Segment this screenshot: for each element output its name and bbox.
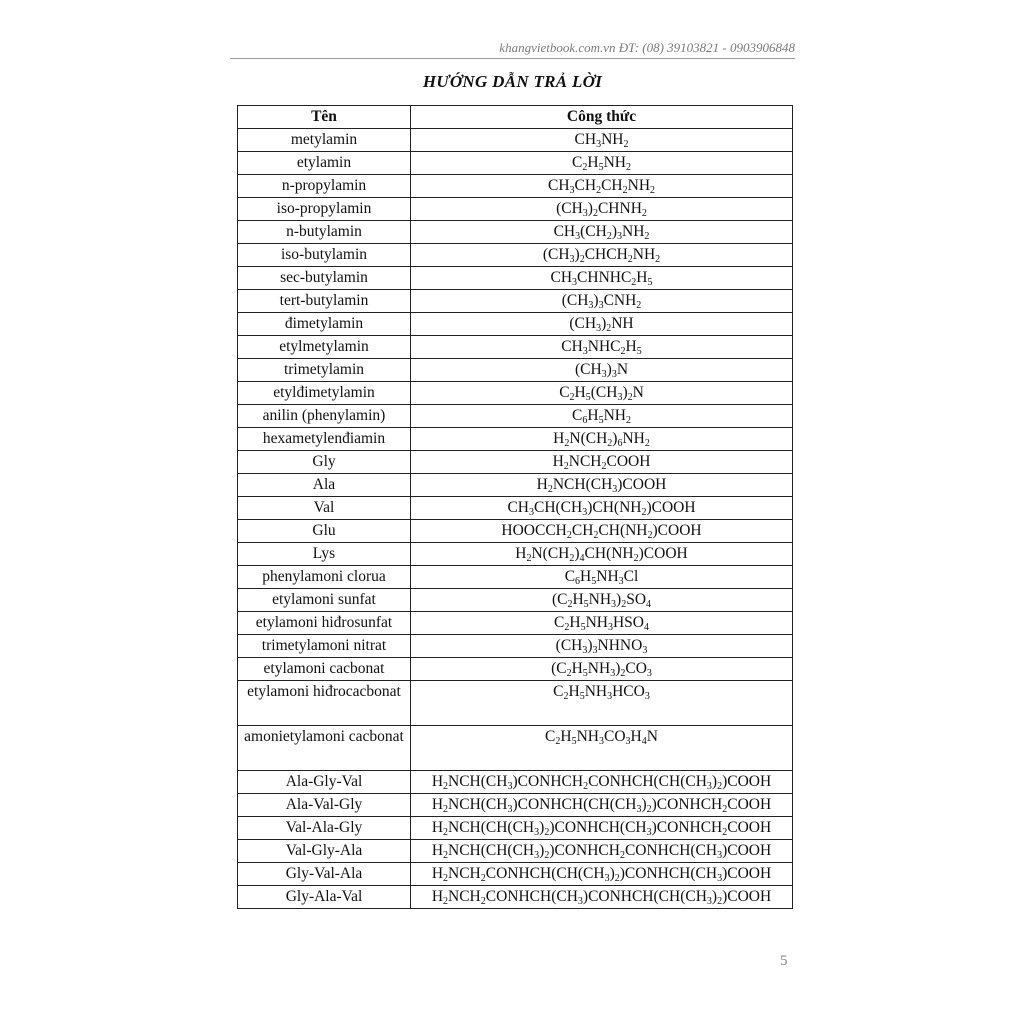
compound-formula: $(CH_3)_3NHNO_3$ — [411, 635, 793, 658]
table-row — [238, 405, 793, 428]
compound-formula: $CH_3CH(CH_3)CH(NH_2)COOH$ — [411, 497, 793, 520]
page-number: 5 — [780, 953, 788, 969]
compound-name: anilin (phenylamin) — [238, 405, 411, 428]
table-row — [238, 635, 793, 658]
compound-formula: $(CH_3)_2CHNH_2$ — [411, 198, 793, 221]
table-row — [238, 863, 793, 886]
compound-formula: $(CH_3)_2CHCH_2NH_2$ — [411, 244, 793, 267]
compound-formula: $(C_2H_5NH_3)_2CO_3$ — [411, 658, 793, 681]
compound-formula: $C_6H_5NH_2$ — [411, 405, 793, 428]
compound-name: etylamin — [238, 152, 411, 175]
compound-formula: $(CH_3)_3N$ — [411, 359, 793, 382]
compound-name: n-propylamin — [238, 175, 411, 198]
compound-name: Gly-Val-Ala — [238, 863, 411, 886]
table-row — [238, 382, 793, 405]
compound-formula: $H_2N(CH_2)_6NH_2$ — [411, 428, 793, 451]
table-row — [238, 817, 793, 840]
table-row — [238, 543, 793, 566]
table-row — [238, 428, 793, 451]
compound-name: Gly — [238, 451, 411, 474]
table-header-row — [238, 106, 793, 129]
compound-formula: $H_2NCH(CH(CH_3)_2)CONHCH(CH_3)CONHCH_2COOH$ — [411, 817, 793, 840]
compound-formula: $H_2N(CH_2)_4CH(NH_2)COOH$ — [411, 543, 793, 566]
table-row — [238, 497, 793, 520]
compound-name: Glu — [238, 520, 411, 543]
compound-name: etylmetylamin — [238, 336, 411, 359]
header-divider — [230, 58, 795, 59]
table-row — [238, 267, 793, 290]
compound-formula: $C_2H_5NH_3CO_3H_4N$ — [411, 726, 793, 771]
table-row — [238, 474, 793, 497]
compound-name: etylamoni sunfat — [238, 589, 411, 612]
compound-formula: $H_2NCH(CH_3)CONHCH(CH(CH_3)_2)CONHCH_2COOH$ — [411, 794, 793, 817]
compound-name: Lys — [238, 543, 411, 566]
table-row — [238, 451, 793, 474]
compound-formula: $(C_2H_5NH_3)_2SO_4$ — [411, 589, 793, 612]
table-row — [238, 840, 793, 863]
table-row — [238, 726, 793, 771]
table-row — [238, 771, 793, 794]
table-row — [238, 794, 793, 817]
table-row — [238, 658, 793, 681]
compound-name: Ala-Gly-Val — [238, 771, 411, 794]
compound-name: sec-butylamin — [238, 267, 411, 290]
table-row — [238, 359, 793, 382]
compound-formula: $H_2NCH(CH(CH_3)_2)CONHCH_2CONHCH(CH_3)COOH$ — [411, 840, 793, 863]
compound-formula: $C_6H_5NH_3Cl$ — [411, 566, 793, 589]
compound-name: etylamoni cacbonat — [238, 658, 411, 681]
compound-formula: $(CH_3)_2NH$ — [411, 313, 793, 336]
compound-name: iso-butylamin — [238, 244, 411, 267]
compound-name: etylđimetylamin — [238, 382, 411, 405]
table-row — [238, 313, 793, 336]
compound-formula: $H_2NCH_2CONHCH(CH(CH_3)_2)CONHCH(CH_3)COOH$ — [411, 863, 793, 886]
compound-name: Val-Ala-Gly — [238, 817, 411, 840]
amine-formula-table — [237, 105, 793, 909]
compound-name: etylamoni hiđrosunfat — [238, 612, 411, 635]
compound-name: iso-propylamin — [238, 198, 411, 221]
compound-formula: $C_2H_5NH_3HCO_3$ — [411, 681, 793, 726]
compound-formula: $CH_3NH_2$ — [411, 129, 793, 152]
table-row — [238, 886, 793, 909]
compound-name: Ala — [238, 474, 411, 497]
compound-formula: $H_2NCH_2COOH$ — [411, 451, 793, 474]
table-row — [238, 589, 793, 612]
table-row — [238, 152, 793, 175]
column-header-name: Tên — [238, 106, 411, 129]
table-row — [238, 520, 793, 543]
compound-name: phenylamoni clorua — [238, 566, 411, 589]
compound-name: Ala-Val-Gly — [238, 794, 411, 817]
compound-name: Val — [238, 497, 411, 520]
compound-formula: $(CH_3)_3CNH_2$ — [411, 290, 793, 313]
compound-name: Gly-Ala-Val — [238, 886, 411, 909]
compound-name: tert-butylamin — [238, 290, 411, 313]
table-row — [238, 336, 793, 359]
page-title: HƯỚNG DẪN TRẢ LỜI — [422, 72, 603, 91]
compound-formula: $CH_3(CH_2)_3NH_2$ — [411, 221, 793, 244]
compound-formula: $C_2H_5(CH_3)_2N$ — [411, 382, 793, 405]
compound-name: etylamoni hiđrocacbonat — [238, 681, 411, 726]
compound-name: trimetylamin — [238, 359, 411, 382]
column-header-formula: Công thức — [411, 106, 793, 129]
compound-formula: $CH_3NHC_2H_5$ — [411, 336, 793, 359]
table-row — [238, 129, 793, 152]
table-row — [238, 612, 793, 635]
compound-name: n-butylamin — [238, 221, 411, 244]
compound-formula: $H_2NCH(CH_3)CONHCH_2CONHCH(CH(CH_3)_2)COOH$ — [411, 771, 793, 794]
table-row — [238, 244, 793, 267]
table-row — [238, 198, 793, 221]
table-row — [238, 175, 793, 198]
table-row — [238, 566, 793, 589]
compound-formula: $H_2NCH_2CONHCH(CH_3)CONHCH(CH(CH_3)_2)COOH$ — [411, 886, 793, 909]
compound-formula: $H_2NCH(CH_3)COOH$ — [411, 474, 793, 497]
compound-formula: $C_2H_5NH_3HSO_4$ — [411, 612, 793, 635]
compound-formula: $C_2H_5NH_2$ — [411, 152, 793, 175]
table-row — [238, 681, 793, 726]
table-body — [238, 129, 793, 909]
compound-name: Val-Gly-Ala — [238, 840, 411, 863]
compound-formula: $HOOCCH_2CH_2CH(NH_2)COOH$ — [411, 520, 793, 543]
compound-name: hexametylenđiamin — [238, 428, 411, 451]
compound-formula: $CH_3CH_2CH_2NH_2$ — [411, 175, 793, 198]
compound-formula: $CH_3CHNHC_2H_5$ — [411, 267, 793, 290]
compound-name: trimetylamoni nitrat — [238, 635, 411, 658]
table-row — [238, 290, 793, 313]
compound-name: metylamin — [238, 129, 411, 152]
table-row — [238, 221, 793, 244]
page-header-contact: khangvietbook.com.vn ĐT: (08) 39103821 - 0903906848 — [499, 40, 795, 55]
compound-name: đimetylamin — [238, 313, 411, 336]
compound-name: amonietylamoni cacbonat — [238, 726, 411, 771]
